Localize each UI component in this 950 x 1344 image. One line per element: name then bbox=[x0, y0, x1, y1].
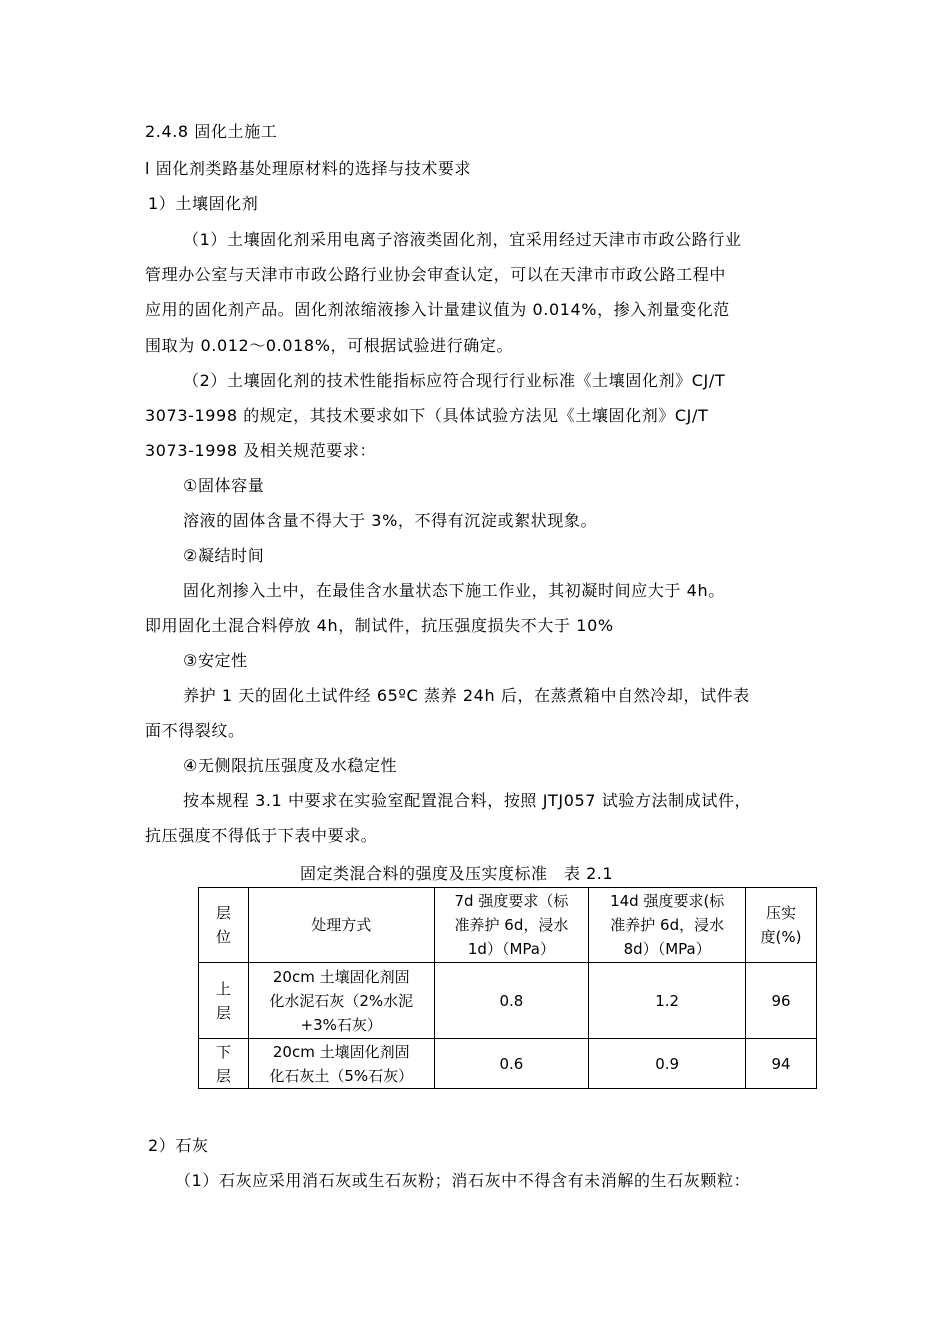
criterion-heading: ①固体容量 bbox=[183, 476, 265, 495]
cell-14d-strength: 0.9 bbox=[589, 1039, 746, 1089]
paragraph-line: 溶液的固体含量不得大于 3%，不得有沉淀或絮状现象。 bbox=[183, 511, 598, 530]
paragraph-line: （1）石灰应采用消石灰或生石灰粉；消石灰中不得含有未消解的生石灰颗粒： bbox=[175, 1171, 751, 1190]
paragraph-line: 养护 1 天的固化土试件经 65ºC 蒸养 24h 后，在蒸煮箱中自然冷却，试件表 bbox=[183, 686, 750, 705]
criterion-heading: ④无侧限抗压强度及水稳定性 bbox=[183, 756, 398, 775]
cell-compaction: 94 bbox=[746, 1039, 817, 1089]
subsection-heading: l 固化剂类路基处理原材料的选择与技术要求 bbox=[145, 159, 472, 178]
criterion-heading: ③安定性 bbox=[183, 651, 248, 670]
cell-layer: 下 层 bbox=[199, 1039, 249, 1089]
paragraph-line: 应用的固化剂产品。固化剂浓缩液掺入计量建议值为 0.014%，掺入剂量变化范 bbox=[145, 300, 730, 319]
paragraph-line: 按本规程 3.1 中要求在实验室配置混合料，按照 JTJ057 试验方法制成试件， bbox=[183, 791, 752, 810]
table-row bbox=[199, 963, 817, 1039]
paragraph-line: （1）土壤固化剂采用电离子溶液类固化剂，宜采用经过天津市市政公路行业 bbox=[183, 230, 742, 249]
cell-7d-strength: 0.8 bbox=[434, 963, 589, 1039]
cell-method: 20cm 土壤固化剂固 化石灰土（5%石灰） bbox=[248, 1039, 434, 1089]
criterion-heading: ②凝结时间 bbox=[183, 546, 265, 565]
cell-14d-strength: 1.2 bbox=[589, 963, 746, 1039]
item-heading-lime: 2）石灰 bbox=[148, 1136, 209, 1155]
header-14d-strength: 14d 强度要求(标 准养护 6d，浸水 8d）（MPa） bbox=[589, 888, 746, 963]
item-heading-soil-stabilizer: 1）土壤固化剂 bbox=[148, 194, 259, 213]
paragraph-line: 管理办公室与天津市市政公路行业协会审查认定，可以在天津市市政公路工程中 bbox=[145, 265, 727, 284]
cell-method: 20cm 土壤固化剂固 化水泥石灰（2%水泥 +3%石灰） bbox=[248, 963, 434, 1039]
paragraph-line: （2）土壤固化剂的技术性能指标应符合现行行业标准《土壤固化剂》CJ/T bbox=[183, 371, 726, 390]
header-compaction: 压实 度(%) bbox=[746, 888, 817, 963]
section-heading: 2.4.8 固化土施工 bbox=[145, 122, 278, 141]
header-7d-strength: 7d 强度要求（标 准养护 6d，浸水 1d）（MPa） bbox=[434, 888, 589, 963]
paragraph-line: 3073-1998 的规定，其技术要求如下（具体试验方法见《土壤固化剂》CJ/T bbox=[145, 406, 709, 425]
header-method: 处理方式 bbox=[248, 888, 434, 963]
cell-compaction: 96 bbox=[746, 963, 817, 1039]
paragraph-line: 即用固化土混合料停放 4h，制试件，抗压强度损失不大于 10% bbox=[145, 616, 614, 635]
cell-7d-strength: 0.6 bbox=[434, 1039, 589, 1089]
paragraph-line: 固化剂掺入土中，在最佳含水量状态下施工作业，其初凝时间应大于 4h。 bbox=[183, 581, 725, 600]
paragraph-line: 3073-1998 及相关规范要求： bbox=[145, 441, 377, 460]
table-header-row bbox=[199, 888, 817, 963]
paragraph-line: 面不得裂纹。 bbox=[145, 721, 245, 740]
table-row bbox=[199, 1039, 817, 1089]
cell-layer: 上 层 bbox=[199, 963, 249, 1039]
paragraph-line: 围取为 0.012～0.018%，可根据试验进行确定。 bbox=[145, 336, 514, 355]
header-layer: 层 位 bbox=[199, 888, 249, 963]
table-caption: 固定类混合料的强度及压实度标准 表 2.1 bbox=[300, 864, 614, 883]
paragraph-line: 抗压强度不得低于下表中要求。 bbox=[145, 826, 378, 845]
strength-standard-table bbox=[198, 887, 817, 1089]
